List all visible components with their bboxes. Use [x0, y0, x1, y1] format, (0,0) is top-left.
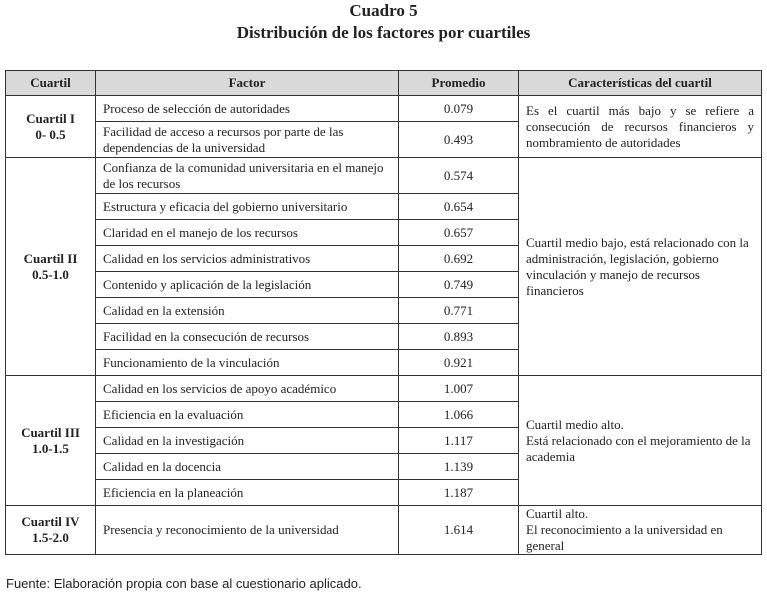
factor-cell: Calidad en los servicios de apoyo académico — [96, 376, 399, 402]
table-row — [6, 376, 762, 402]
average-cell: 0.771 — [399, 298, 519, 324]
factor-cell: Facilidad de acceso a recursos por parte de las dependencias de la universidad — [96, 122, 399, 158]
quartile-cell — [6, 96, 96, 158]
average-cell: 0.657 — [399, 220, 519, 246]
factor-cell: Presencia y reconocimiento de la universidad — [96, 506, 399, 555]
factor-cell: Confianza de la comunidad universitaria en el manejo de los recursos — [96, 158, 399, 194]
average-cell: 1.139 — [399, 454, 519, 480]
average-cell: 0.749 — [399, 272, 519, 298]
header-factor: Factor — [96, 71, 399, 96]
characteristics-cell: Es el cuartil más bajo y se refiere a consecución de recursos financieros y nombramiento de autoridades — [519, 96, 762, 158]
average-cell: 0.893 — [399, 324, 519, 350]
characteristics-cell — [519, 376, 762, 506]
quartile-range: 0.5-1.0 — [32, 266, 69, 282]
table-row — [6, 158, 762, 194]
factor-cell: Claridad en el manejo de los recursos — [96, 220, 399, 246]
header-row — [6, 71, 762, 96]
header-average: Promedio — [399, 71, 519, 96]
header-characteristics: Características del cuartil — [519, 71, 762, 96]
factor-cell: Eficiencia en la evaluación — [96, 402, 399, 428]
quartile-cell — [6, 158, 96, 376]
factor-cell: Proceso de selección de autoridades — [96, 96, 399, 122]
quartile-name: Cuartil IV — [21, 514, 80, 529]
quartile-name: Cuartil III — [21, 424, 80, 440]
source-note: Fuente: Elaboración propia con base al cuestionario aplicado. — [6, 576, 362, 591]
average-cell: 1.117 — [399, 428, 519, 454]
average-cell: 0.493 — [399, 122, 519, 158]
table-title: Cuadro 5 — [349, 1, 418, 20]
quartile-table — [5, 70, 762, 555]
factor-cell: Facilidad en la consecución de recursos — [96, 324, 399, 350]
factor-cell: Contenido y aplicación de la legislación — [96, 272, 399, 298]
average-cell: 1.066 — [399, 402, 519, 428]
quartile-cell — [6, 506, 96, 555]
average-cell: 0.921 — [399, 350, 519, 376]
average-cell: 0.574 — [399, 158, 519, 194]
characteristics-line: El reconocimiento a la universidad en general — [526, 522, 723, 553]
average-cell: 0.654 — [399, 194, 519, 220]
quartile-range: 0- 0.5 — [35, 126, 66, 142]
quartile-range: 1.5-2.0 — [32, 530, 69, 545]
characteristics-line: Está relacionado con el mejoramiento de la academia — [526, 432, 751, 464]
factor-cell: Estructura y eficacia del gobierno universitario — [96, 194, 399, 220]
average-cell: 0.079 — [399, 96, 519, 122]
quartile-name: Cuartil II — [23, 250, 78, 266]
table-row — [6, 506, 762, 555]
average-cell: 1.007 — [399, 376, 519, 402]
quartile-name: Cuartil I — [26, 110, 75, 126]
factor-cell: Calidad en la investigación — [96, 428, 399, 454]
characteristics-line: Cuartil alto. — [526, 506, 589, 521]
table-subtitle: Distribución de los factores por cuartiles — [236, 23, 531, 42]
characteristics-cell — [519, 506, 762, 555]
characteristics-cell: Cuartil medio bajo, está relacionado con la administración, legislación, gobierno vinculación y manejo de recursos financieros — [519, 158, 762, 376]
header-quartile: Cuartil — [6, 71, 96, 96]
characteristics-line: Cuartil medio alto. — [526, 416, 624, 432]
average-cell: 1.187 — [399, 480, 519, 506]
factor-cell: Calidad en los servicios administrativos — [96, 246, 399, 272]
average-cell: 1.614 — [399, 506, 519, 555]
quartile-range: 1.0-1.5 — [32, 440, 69, 456]
table-row — [6, 96, 762, 122]
average-cell: 0.692 — [399, 246, 519, 272]
factor-cell: Calidad en la extensión — [96, 298, 399, 324]
factor-cell: Calidad en la docencia — [96, 454, 399, 480]
factor-cell: Eficiencia en la planeación — [96, 480, 399, 506]
quartile-cell — [6, 376, 96, 506]
factor-cell: Funcionamiento de la vinculación — [96, 350, 399, 376]
